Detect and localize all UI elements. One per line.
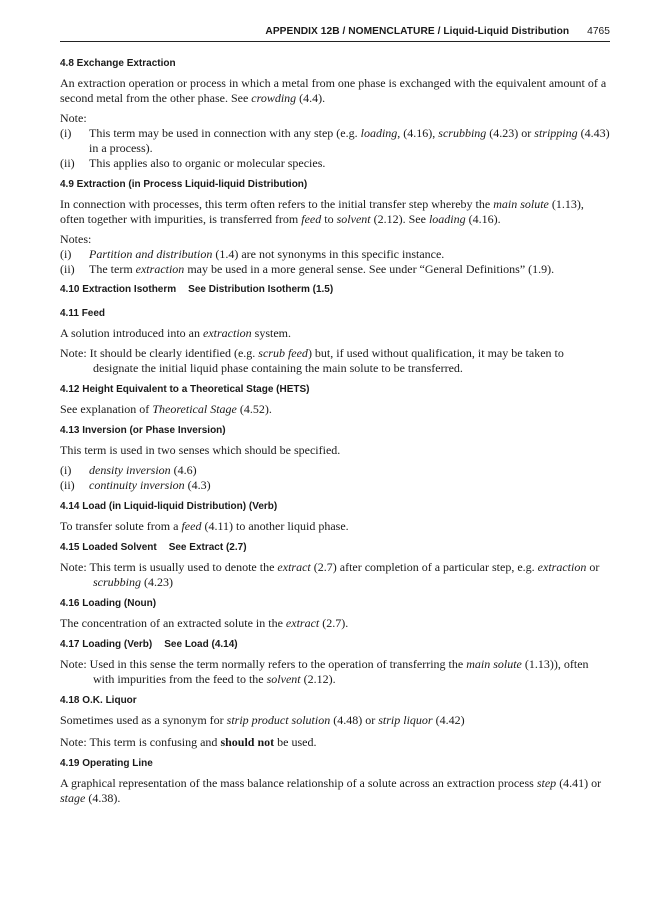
italic-term: scrub feed [258, 346, 308, 360]
text-run: (4.43) in a process). [89, 126, 610, 155]
italic-term: stripping [534, 126, 578, 140]
section-4-12 [60, 384, 610, 417]
text-run: The concentration of an extracted solute in the [60, 616, 283, 630]
italic-term: Theoretical Stage [152, 402, 237, 416]
text-run: to [324, 212, 334, 226]
page-number: 4765 [587, 26, 610, 37]
note [60, 346, 610, 376]
text-run: (i) [60, 126, 72, 140]
italic-term: scrubbing [93, 575, 141, 589]
text-run: (4.52). [239, 402, 272, 416]
text-run: (1.4) are not synonyms in this specific instance. [215, 247, 445, 261]
italic-term: step [536, 776, 557, 790]
text-run: (2.12). See [373, 212, 426, 226]
text-run: (1.13)), often with impurities from the feed to the [93, 657, 589, 686]
note [60, 560, 610, 590]
italic-term: extract [277, 560, 311, 574]
text-run: or [589, 560, 600, 574]
text-run: (4.3) [187, 478, 211, 492]
text-run: An extraction operation or process in which a metal from one phase is exchanged with the equivalent amount of a second metal from the other phase. See [60, 76, 607, 105]
text-run [89, 247, 610, 262]
text-run: This applies also to organic or molecular species. [89, 156, 326, 170]
list-item [60, 262, 610, 277]
italic-term: Partition and distribution [89, 247, 213, 261]
section-heading: 4.14 Load (in Liquid-liquid Distribution) (Verb) [60, 501, 278, 512]
text-run: See explanation of [60, 402, 150, 416]
text-run [89, 463, 610, 478]
text-run: (i) [60, 247, 72, 261]
text-run: (4.11) to another liquid phase. [204, 519, 349, 533]
text-run [89, 262, 610, 277]
bold-term: should not [220, 735, 275, 749]
text-run: (2.7). [322, 616, 349, 630]
text-run: (4.38). [88, 791, 121, 805]
section-4-17 [60, 639, 610, 687]
italic-term: extraction [135, 262, 185, 276]
italic-term: crowding [251, 91, 297, 105]
italic-term: solvent [266, 672, 301, 686]
section-heading: 4.12 Height Equivalent to a Theoretical Stage (HETS) [60, 384, 310, 395]
section-heading [60, 284, 610, 295]
section-heading: 4.13 Inversion (or Phase Inversion) [60, 425, 226, 436]
text-run: ) but, if used without qualification, it may be taken to designate the initial liquid phase containing the main solute to be transferred. [93, 346, 564, 375]
text-run: (ii) [60, 262, 75, 276]
text-run: In connection with processes, this term often refers to the initial transfer step whereby the [60, 197, 491, 211]
italic-term: stage [60, 791, 86, 805]
text-run: 4.15 Loaded Solvent [60, 542, 157, 553]
paragraph: This term is used in two senses which should be specified. [60, 443, 341, 457]
list-item [60, 156, 610, 171]
section-4-8 [60, 58, 610, 171]
text-run: (2.12). [303, 672, 336, 686]
text-run: (i) [60, 463, 72, 477]
text-run: (4.23) or [489, 126, 532, 140]
paragraph [60, 326, 610, 341]
text-run: A solution introduced into an [60, 326, 200, 340]
text-run: (1.13), often together with impurities, is transferred from [60, 197, 584, 226]
text-run: (ii) [60, 156, 75, 170]
text-run: (4.16). [468, 212, 501, 226]
section-heading: 4.9 Extraction (in Process Liquid-liquid Distribution) [60, 179, 308, 190]
paragraph [60, 519, 610, 534]
section-4-9 [60, 179, 610, 277]
italic-term: strip liquor [378, 713, 433, 727]
section-4-14 [60, 501, 610, 534]
text-run: system. [254, 326, 291, 340]
italic-term: continuity inversion [89, 478, 185, 492]
section-heading: 4.8 Exchange Extraction [60, 58, 176, 69]
text-run: (4.41) or [559, 776, 602, 790]
text-run: Sometimes used as a synonym for [60, 713, 224, 727]
list-item [60, 478, 610, 493]
text-run: (4.6) [173, 463, 197, 477]
text-run: (4.23) [144, 575, 173, 589]
text-run: (2.7) after completion of a particular step, e.g. [313, 560, 535, 574]
note-label: Note: [60, 111, 87, 125]
text-run: Note: Used in this sense the term normally refers to the operation of transferring the [60, 657, 464, 671]
text-run: A graphical representation of the mass balance relationship of a solute across an extraction process [60, 776, 534, 790]
text-run: To transfer solute from a [60, 519, 179, 533]
section-4-10 [60, 284, 610, 295]
note [60, 657, 610, 687]
text-run [89, 126, 610, 156]
list-item [60, 463, 610, 478]
paragraph [60, 616, 610, 631]
italic-term: strip product solution [226, 713, 331, 727]
text-run: See Distribution Isotherm (1.5) [188, 284, 334, 295]
italic-term: loading [360, 126, 398, 140]
text-run: (4.4). [299, 91, 326, 105]
italic-term: main solute [493, 197, 549, 211]
italic-term: extract [285, 616, 320, 630]
section-4-15 [60, 542, 610, 590]
text-run: Note: It should be clearly identified (e.g. [60, 346, 256, 360]
paragraph [60, 713, 610, 728]
header-title: APPENDIX 12B / NOMENCLATURE / Liquid-Liquid Distribution [265, 26, 570, 37]
page [60, 26, 610, 806]
section-heading: 4.18 O.K. Liquor [60, 695, 137, 706]
list-item [60, 126, 610, 156]
text-run: (4.48) or [333, 713, 376, 727]
italic-term: extraction [537, 560, 587, 574]
list-item [60, 247, 610, 262]
section-4-16 [60, 598, 610, 631]
italic-term: solvent [336, 212, 371, 226]
running-header [60, 26, 610, 42]
text-run: The term [89, 262, 133, 276]
note [60, 735, 610, 750]
text-run: See Load (4.14) [164, 639, 238, 650]
italic-term: feed [181, 519, 202, 533]
text-run [89, 478, 610, 493]
italic-term: scrubbing [438, 126, 487, 140]
section-4-11 [60, 308, 610, 376]
section-4-19 [60, 758, 610, 806]
italic-term: main solute [466, 657, 522, 671]
text-run: , (4.16), [397, 126, 436, 140]
italic-term: loading [428, 212, 466, 226]
section-4-13 [60, 425, 610, 493]
section-heading: 4.19 Operating Line [60, 758, 153, 769]
section-heading [60, 542, 610, 553]
text-run: This term may be used in connection with any step (e.g. [89, 126, 358, 140]
section-heading: 4.16 Loading (Noun) [60, 598, 157, 609]
notes-label: Notes: [60, 232, 92, 246]
text-run: Note: This term is usually used to denote the [60, 560, 275, 574]
italic-term: extraction [203, 326, 252, 340]
paragraph [60, 76, 610, 106]
text-run: (ii) [60, 478, 75, 492]
text-run: (4.42) [435, 713, 465, 727]
section-heading [60, 639, 610, 650]
paragraph [60, 776, 610, 806]
paragraph [60, 402, 610, 417]
text-run: 4.17 Loading (Verb) [60, 639, 153, 650]
italic-term: density inversion [89, 463, 171, 477]
text-run: be used. [277, 735, 317, 749]
paragraph [60, 197, 610, 227]
section-heading: 4.11 Feed [60, 308, 106, 319]
section-4-18 [60, 695, 610, 750]
text-run: 4.10 Extraction Isotherm [60, 284, 177, 295]
text-run: Note: This term is confusing and [60, 735, 218, 749]
text-run: See Extract (2.7) [168, 542, 247, 553]
italic-term: feed [301, 212, 322, 226]
text-run: may be used in a more general sense. See under “General Definitions” (1.9). [187, 262, 555, 276]
